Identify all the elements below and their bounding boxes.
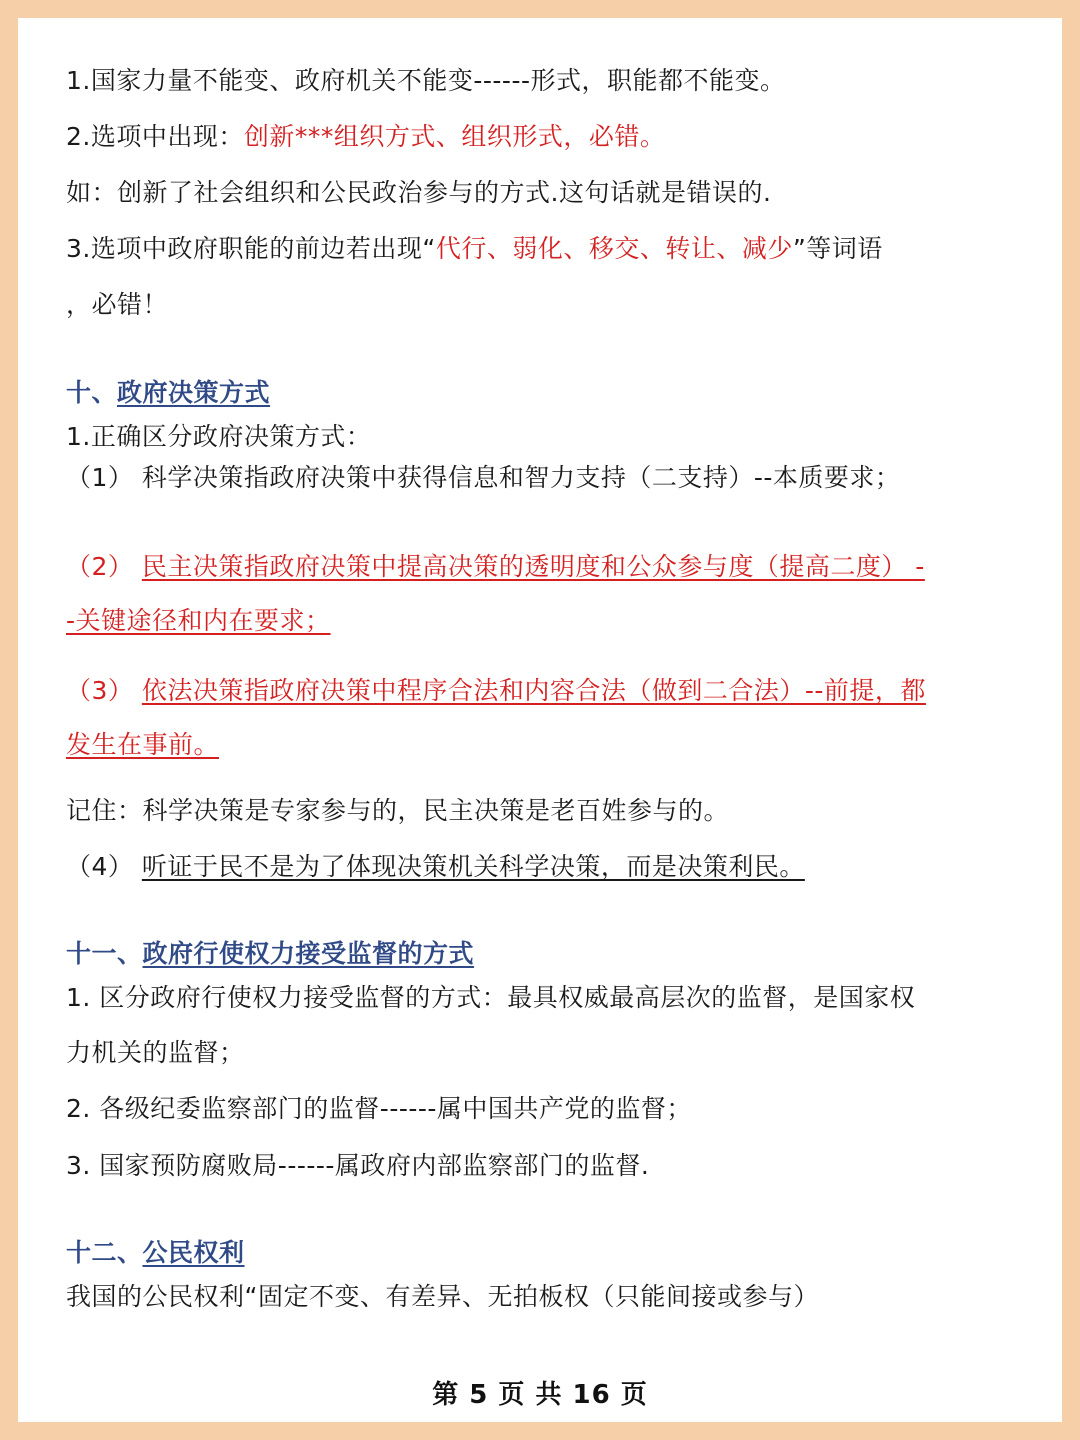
text-line bbox=[66, 232, 883, 266]
text-line: 我国的公民权利“固定不变、有差异、无拍板权（只能间接或参与） bbox=[66, 1282, 819, 1311]
section-heading bbox=[66, 937, 474, 971]
text-line bbox=[66, 850, 805, 884]
document-page bbox=[18, 18, 1062, 1422]
text-line bbox=[66, 120, 665, 154]
text-line: ，必错！ bbox=[66, 290, 169, 319]
text-line: 记住：科学决策是专家参与的，民主决策是老百姓参与的。 bbox=[66, 796, 730, 825]
text-line: 1.正确区分政府决策方式： bbox=[66, 422, 372, 451]
item-marker: （1） bbox=[66, 463, 142, 492]
text-span: ”等词语 bbox=[792, 234, 883, 263]
underlined-text: 听证于民不是为了体现决策机关科学决策，而是决策利民。 bbox=[141, 852, 805, 881]
text-line bbox=[66, 461, 900, 495]
highlight-red: 民主决策指政府决策中提高决策的透明度和公众参与度（提高二度） - bbox=[141, 552, 925, 581]
text-line: 3. 国家预防腐败局------属政府内部监察部门的监督. bbox=[66, 1151, 650, 1180]
text-line bbox=[66, 604, 331, 638]
page-number: 第 5 页 共 16 页 bbox=[432, 1380, 648, 1410]
heading-title: 政府决策方式 bbox=[117, 378, 271, 407]
heading-title: 政府行使权力接受监督的方式 bbox=[142, 939, 475, 968]
item-marker: （4） bbox=[66, 852, 142, 881]
text-span: 科学决策指政府决策中获得信息和智力支持（二支持）--本质要求； bbox=[141, 463, 901, 492]
text-line: 1. 区分政府行使权力接受监督的方式：最具权威最高层次的监督，是国家权 bbox=[66, 983, 916, 1012]
heading-number: 十二、 bbox=[66, 1238, 143, 1267]
section-heading bbox=[66, 1236, 245, 1270]
section-heading bbox=[66, 376, 270, 410]
highlight-red: -关键途径和内在要求； bbox=[66, 606, 331, 635]
item-marker: （2） bbox=[66, 552, 142, 581]
text-line: 如：创新了社会组织和公民政治参与的方式.这句话就是错误的. bbox=[66, 178, 772, 207]
text-line bbox=[66, 550, 925, 584]
text-line: 1.国家力量不能变、政府机关不能变------形式，职能都不能变。 bbox=[66, 66, 786, 95]
highlight-red: 代行、弱化、移交、转让、减少 bbox=[435, 234, 793, 263]
highlight-red: 发生在事前。 bbox=[66, 730, 220, 759]
heading-number: 十一、 bbox=[66, 939, 143, 968]
text-line: 2. 各级纪委监察部门的监督------属中国共产党的监督； bbox=[66, 1094, 692, 1123]
text-span: 3.选项中政府职能的前边若出现“ bbox=[66, 234, 436, 263]
text-span: 2.选项中出现： bbox=[66, 122, 244, 151]
heading-title: 公民权利 bbox=[142, 1238, 245, 1267]
heading-number: 十、 bbox=[66, 378, 118, 407]
text-line: 力机关的监督； bbox=[66, 1038, 245, 1067]
highlight-red: 创新***组织方式、组织形式，必错。 bbox=[243, 122, 666, 151]
item-marker: （3） bbox=[66, 676, 142, 705]
text-line bbox=[66, 728, 219, 762]
text-line bbox=[66, 674, 926, 708]
highlight-red: 依法决策指政府决策中程序合法和内容合法（做到二合法）--前提，都 bbox=[141, 676, 926, 705]
